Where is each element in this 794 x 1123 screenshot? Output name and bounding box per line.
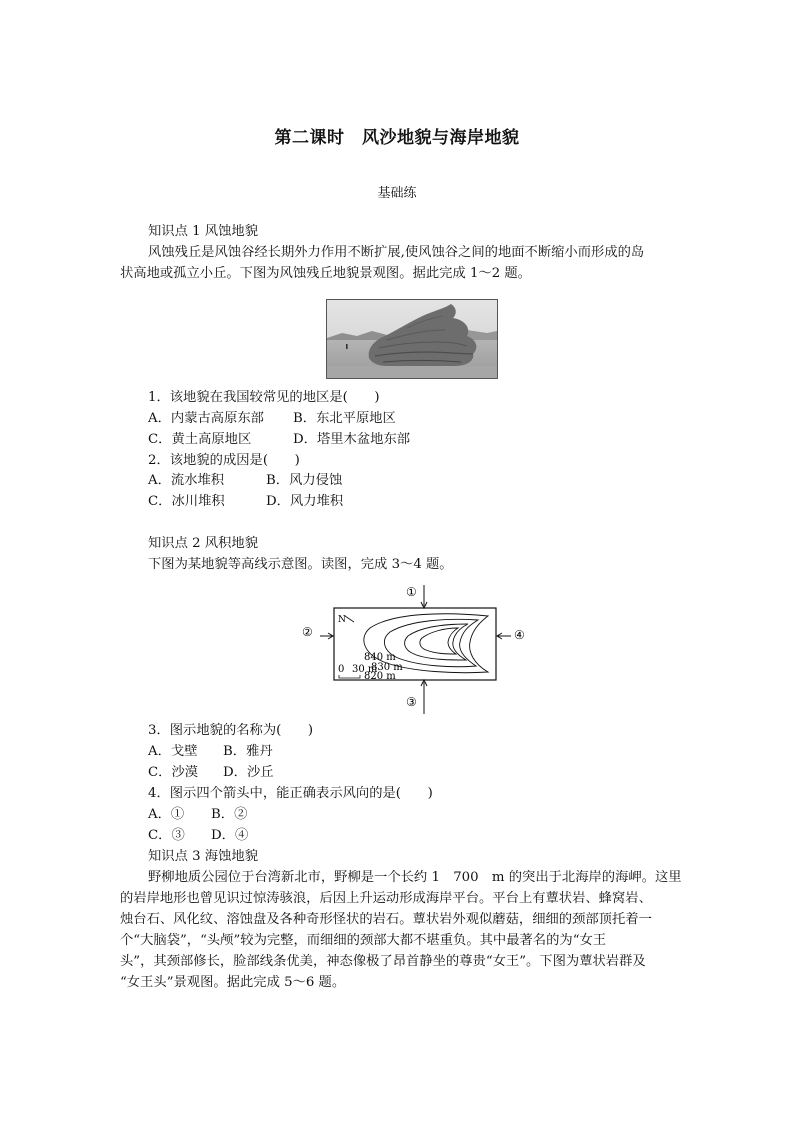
scale-bar — [339, 675, 360, 678]
section3-heading: 知识点 3 海蚀地貌 — [148, 849, 258, 864]
section3-paragraph-line5: 头”，其颈部修长，脸部线条优美，神态像极了昂首静坐的尊贵“女王”。下图为蕈状岩群及 — [120, 954, 646, 969]
contour-diagram — [298, 580, 534, 720]
q2-option-b: B．风力侵蚀 — [266, 473, 343, 488]
arrow4-label: ④ — [514, 628, 525, 642]
arrow3-label: ③ — [406, 695, 417, 709]
q4-stem: 4．图示四个箭头中，能正确表示风向的是( ) — [148, 786, 433, 801]
q2-stem: 2．该地貌的成因是( ) — [148, 453, 300, 468]
contour-840 — [405, 624, 468, 660]
section2-intro: 下图为某地貌等高线示意图。读图，完成 3～4 题。 — [148, 557, 453, 572]
contour-inner — [420, 628, 458, 654]
q3-stem: 3．图示地貌的名称为( ) — [148, 723, 314, 738]
q4-option-b: B．② — [211, 807, 248, 822]
q4-option-a: A．① — [148, 807, 185, 822]
north-label: N — [338, 615, 346, 625]
q4-option-d: D．④ — [211, 828, 249, 843]
q1-option-b: B．东北平原地区 — [293, 411, 396, 426]
photo-illustration — [327, 300, 497, 378]
q2-option-c: C．冰川堆积 — [148, 494, 225, 509]
section1-intro-line1: 风蚀残丘是风蚀谷经长期外力作用不断扩展,使风蚀谷之间的地面不断缩小而形成的岛 — [148, 245, 645, 260]
q3-option-a: A．戈壁 — [148, 744, 198, 759]
arrow2-label: ② — [302, 625, 313, 639]
section3-paragraph-line4: 个“大脑袋”，“头颅”较为完整，而细细的颈部大都不堪重负。其中最著名的为“女王 — [120, 933, 607, 948]
page-title: 第二课时 风沙地貌与海岸地貌 — [274, 128, 520, 148]
contour-label-840: 840 m — [364, 652, 396, 663]
contour-label-820: 820 m — [364, 671, 396, 682]
q3-option-c: C．沙漠 — [148, 765, 199, 780]
section3-paragraph-line6: “女王头”景观图。据此完成 5～6 题。 — [120, 975, 346, 990]
north-arrow — [345, 616, 354, 622]
q1-option-c: C．黄土高原地区 — [148, 432, 252, 447]
section3-paragraph-line3: 烛台石、风化纹、溶蚀盘及各种奇形怪状的岩石。蕈状岩外观似蘑菇，细细的颈部顶托着一 — [120, 912, 652, 927]
scale-zero: 0 — [338, 664, 345, 675]
q2-option-a: A．流水堆积 — [148, 473, 225, 488]
q1-stem: 1．该地貌在我国较常见的地区是( ) — [148, 390, 380, 405]
section3-paragraph-line2: 的岩岸地形也曾见识过惊涛骇浪，后因上升运动形成海岸平台。平台上有蕈状岩、蜂窝岩、 — [120, 891, 652, 906]
q2-option-d: D．风力堆积 — [266, 494, 344, 509]
scale-30m: 30 m — [352, 664, 378, 675]
q1-option-a: A．内蒙古高原东部 — [148, 411, 264, 426]
section3-paragraph-line1: 野柳地质公园位于台湾新北市，野柳是一个长约 1 700 m 的突出于北海岸的海岬。这里 — [148, 870, 682, 885]
q3-option-d: D．沙丘 — [223, 765, 274, 780]
q4-option-c: C．③ — [148, 828, 185, 843]
q1-option-d: D．塔里木盆地东部 — [293, 432, 411, 447]
q3-option-b: B．雅丹 — [223, 744, 273, 759]
section-subtitle: 基础练 — [377, 186, 417, 201]
wind-erosion-hill-photo — [326, 299, 498, 379]
contour-label-830: 830 m — [371, 662, 403, 673]
section1-intro-line2: 状高地或孤立小丘。下图为风蚀残丘地貌景观图。据此完成 1～2 题。 — [120, 266, 531, 281]
arrow1-label: ① — [406, 585, 417, 599]
section1-heading: 知识点 1 风蚀地貌 — [148, 224, 258, 239]
section2-heading: 知识点 2 风积地貌 — [148, 536, 258, 551]
